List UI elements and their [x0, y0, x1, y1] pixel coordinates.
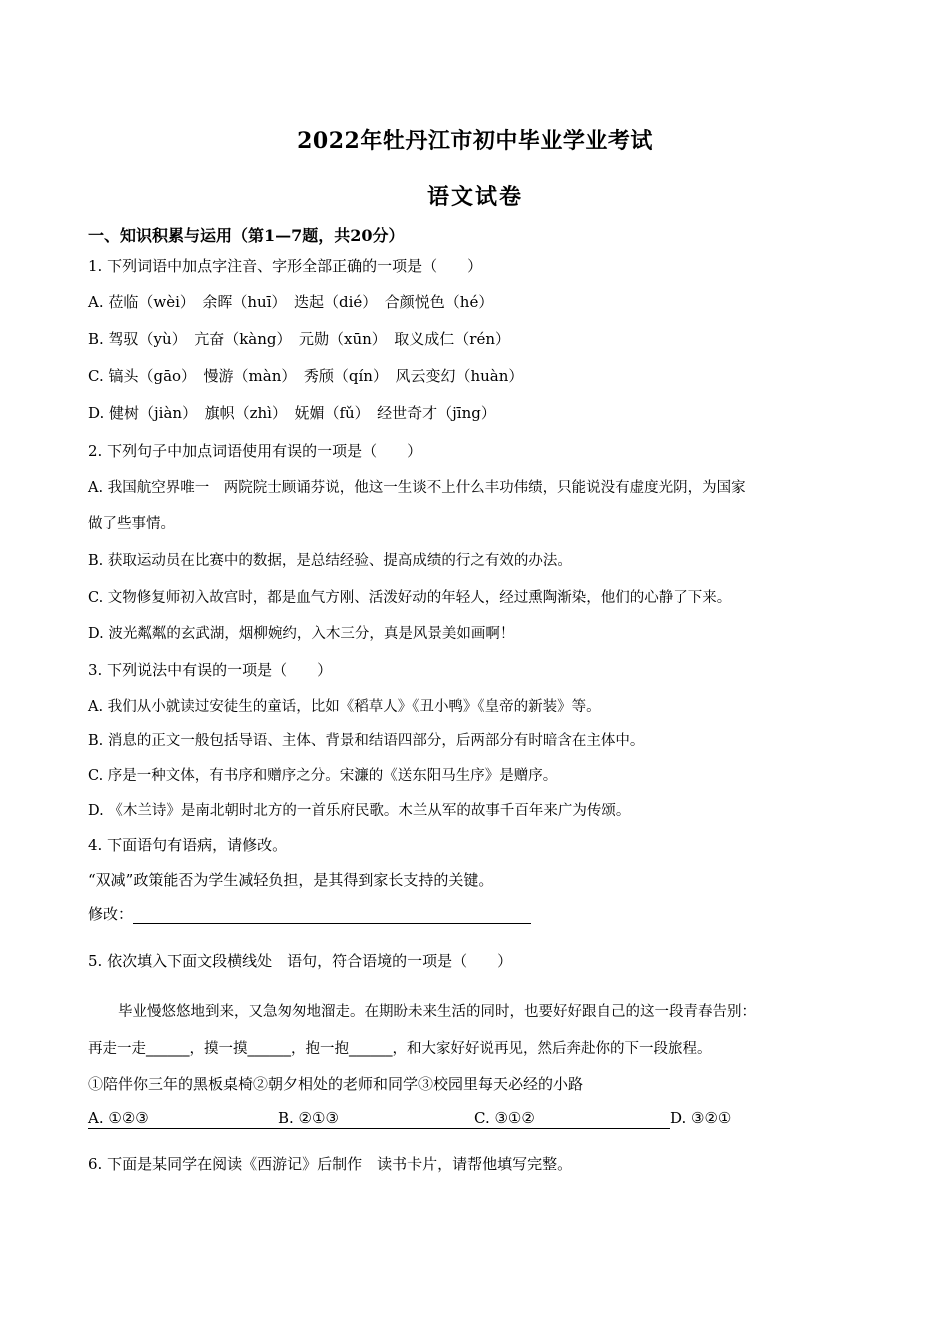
question-5-passage-line2: 再走一走______，摸一摸______，抱一抱______，和大家好好说再见，然后奔赴你的下一段旅程。: [88, 1041, 712, 1057]
question-5-passage-line1: 毕业慢悠悠地到来，又急匆匆地溜走。在期盼未来生活的同时，也要好好跟自己的这一段青春告别：: [118, 1004, 756, 1020]
question-5-option-a: A. ①②③: [88, 1108, 278, 1129]
question-5-stem: 5. 依次填入下面文段横线处 语句，符合语境的一项是（ ）: [88, 952, 513, 970]
question-3-option-a: A. 我们从小就读过安徒生的童话，比如《稻草人》《丑小鸭》《皇帝的新装》等。: [88, 699, 601, 715]
exam-subtitle: 语文试卷: [426, 184, 523, 210]
question-5-option-b: B. ②①③: [278, 1108, 474, 1129]
question-2-stem: 2. 下列句子中加点词语使用有误的一项是（ ）: [88, 442, 423, 460]
question-5-option-c: C. ③①②: [474, 1108, 670, 1129]
question-2-option-d: D. 波光粼粼的玄武湖，烟柳婉约，入木三分，真是风景美如画啊！: [88, 626, 515, 642]
question-3-option-c: C. 序是一种文体，有书序和赠序之分。宋濂的《送东阳马生序》是赠序。: [88, 768, 558, 784]
question-6-stem: 6. 下面是某同学在阅读《西游记》后制作 读书卡片，请帮他填写完整。: [88, 1155, 573, 1173]
question-4-sentence: “双减”政策能否为学生减轻负担，是其得到家长支持的关键。: [88, 871, 494, 889]
question-2-option-b: B. 获取运动员在比赛中的数据，是总结经验、提高成绩的行之有效的办法。: [88, 553, 572, 569]
question-5-items: ①陪伴你三年的黑板桌椅②朝夕相处的老师和同学③校园里每天必经的小路: [88, 1075, 584, 1093]
question-5-options: [88, 1108, 731, 1129]
question-5-option-d: D. ③②①: [670, 1109, 732, 1127]
question-1-stem: 1. 下列词语中加点字注音、字形全部正确的一项是（ ）: [88, 257, 483, 275]
question-1-option-b: B. 驾驭（yù） 亢奋（kàng） 元勋（xūn） 取义成仁（rén）: [88, 330, 510, 348]
question-4-stem: 4. 下面语句有语病，请修改。: [88, 836, 288, 854]
fix-answer-line[interactable]: [133, 907, 531, 924]
question-1-option-c: C. 镐头（gāo） 慢游（màn） 秀颀（qín） 风云变幻（huàn）: [88, 367, 524, 385]
fix-label: 修改：: [88, 905, 134, 923]
question-1-option-d: D. 健树（jiàn） 旗帜（zhì） 妩媚（fǔ） 经世奇才（jīng）: [88, 404, 496, 422]
question-1-option-a: A. 莅临（wèi） 余晖（huī） 迭起（dié） 合颜悦色（hé）: [88, 293, 494, 311]
question-2-option-c: C. 文物修复师初入故宫时，都是血气方刚、活泼好动的年轻人，经过熏陶渐染，他们的心静了下来。: [88, 590, 732, 606]
exam-title: 2022年牡丹江市初中毕业学业考试: [297, 128, 653, 154]
question-2-option-a: A. 我国航空界唯一 两院院士顾诵芬说，他这一生谈不上什么丰功伟绩，只能说没有虚度光阴，为国家: [88, 480, 746, 496]
question-3-stem: 3. 下列说法中有误的一项是（ ）: [88, 661, 333, 679]
question-3-option-d: D. 《木兰诗》是南北朝时北方的一首乐府民歌。木兰从军的故事千百年来广为传颂。: [88, 803, 631, 819]
question-2-option-a-cont: 做了些事情。: [88, 516, 175, 532]
question-4-fix-row: [88, 904, 531, 924]
question-3-option-b: B. 消息的正文一般包括导语、主体、背景和结语四部分，后两部分有时暗含在主体中。: [88, 733, 645, 749]
section-heading: 一、知识积累与运用（第1—7题，共20分）: [88, 226, 405, 245]
